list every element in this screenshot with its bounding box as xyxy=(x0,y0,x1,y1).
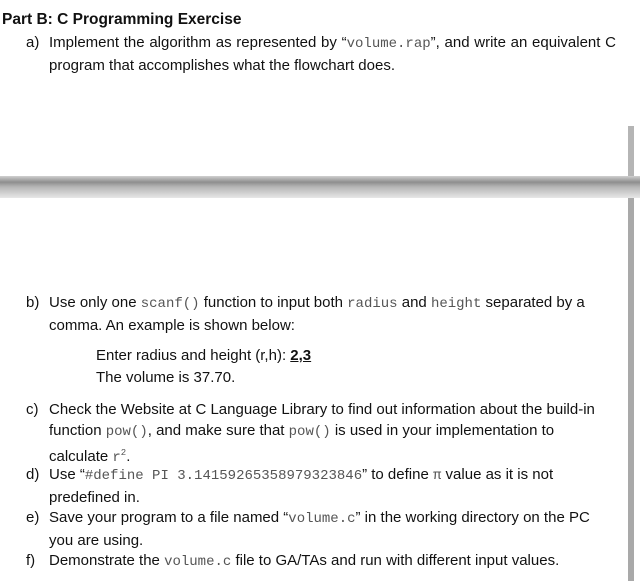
item-e xyxy=(26,507,616,551)
code-pow-1: pow() xyxy=(105,424,148,440)
item-c-text-1: Check the Website at C Language Library to find out information about the build-in function xyxy=(49,401,595,439)
code-pow-2: pow() xyxy=(288,424,331,440)
item-c xyxy=(26,399,616,469)
code-r: r xyxy=(112,450,121,466)
item-c-text-3: is used in your implementation to calculate xyxy=(49,422,555,465)
example-input: 2,3 xyxy=(290,347,312,364)
item-d-text-1: Use “ xyxy=(49,466,85,483)
item-c-text-2: , and make sure that xyxy=(147,422,289,439)
code-define-pi: #define PI 3.14159265358979323846 xyxy=(84,468,363,484)
code-volume-c: volume.c xyxy=(288,511,356,527)
item-a-text xyxy=(49,32,616,76)
item-e-text-1: Save your program to a file named “ xyxy=(49,509,289,526)
code-radius: radius xyxy=(347,296,398,312)
item-d xyxy=(26,464,616,508)
code-volume-c-2: volume.c xyxy=(164,554,232,570)
item-b xyxy=(26,292,616,336)
item-b-text xyxy=(49,292,616,336)
item-b-text-2: function to input both xyxy=(199,294,348,311)
item-a-label: a) xyxy=(26,34,40,51)
item-c-label: c) xyxy=(26,401,39,418)
item-f-text xyxy=(49,550,616,573)
item-b-label: b) xyxy=(26,294,40,311)
item-b-text-3: and xyxy=(397,294,431,311)
example-prompt-line xyxy=(96,345,311,367)
item-b-text-4: separated by a comma. An example is shown below: xyxy=(49,294,585,334)
item-e-text-2: ” in the working directory on the PC you are using. xyxy=(49,509,590,549)
pi-symbol: π xyxy=(432,468,442,484)
item-a xyxy=(26,32,616,76)
item-d-text-3: value as it is not predefined in. xyxy=(49,466,554,506)
code-height: height xyxy=(430,296,482,312)
item-f-text-1: Demonstrate the xyxy=(49,552,165,569)
section-heading: Part B: C Programming Exercise xyxy=(2,11,242,28)
superscript-2: 2 xyxy=(120,448,127,458)
example-output xyxy=(96,345,311,389)
item-d-text xyxy=(49,464,616,508)
item-c-text xyxy=(49,399,616,469)
code-scanf: scanf() xyxy=(140,296,200,312)
item-c-text-4: . xyxy=(126,448,131,465)
item-b-text-1: Use only one xyxy=(49,294,141,311)
code-volume-rap: volume.rap xyxy=(346,36,431,52)
page-separator xyxy=(0,176,640,198)
item-e-label: e) xyxy=(26,509,40,526)
item-f-label: f) xyxy=(26,552,36,569)
item-d-label: d) xyxy=(26,466,40,483)
item-a-text-1: Implement the algorithm as represented by “ xyxy=(49,34,347,51)
item-a-text-2: ”, and write an equivalent C program that accomplishes what the flowchart does. xyxy=(49,34,616,74)
example-result: The volume is 37.70. xyxy=(96,369,236,386)
item-d-text-2: ” to define xyxy=(362,466,433,483)
item-f xyxy=(26,550,616,573)
item-f-text-2: file to GA/TAs and run with different input values. xyxy=(231,552,560,569)
page-edge-shadow-top xyxy=(628,126,634,176)
item-e-text xyxy=(49,507,616,551)
example-prompt: Enter radius and height (r,h): xyxy=(96,347,291,364)
